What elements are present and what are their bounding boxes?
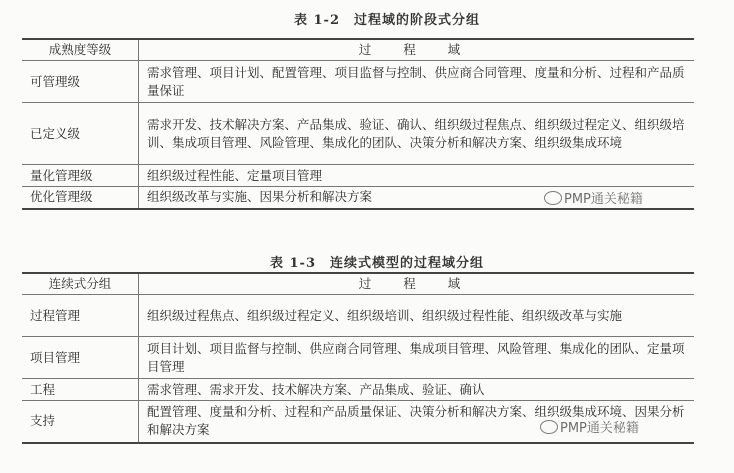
row-label: 支持 [22,401,139,443]
row-label: 已定义级 [22,103,139,165]
row-label: 过程管理 [22,295,139,337]
table-header-row [22,39,694,61]
table-row [22,103,694,165]
wechat-icon [540,420,558,434]
wechat-icon [544,191,562,205]
column-header-areas: 过 程 域 [358,42,475,57]
table-row [22,295,694,337]
row-areas: 项目计划、项目监督与控制、供应商合同管理、集成项目管理、风险管理、集成化的团队、定量项目管理 [147,340,685,374]
watermark [544,188,643,207]
table-row [22,165,694,187]
row-label: 优化管理级 [22,187,139,209]
row-areas: 组织级改革与实施、因果分析和解决方案 [147,189,373,205]
row-areas: 组织级过程焦点、组织级过程定义、组织级培训、组织级过程性能、组织级改革与实施 [147,307,623,323]
column-header-areas: 过 程 域 [358,276,475,291]
table1-caption: 表 1-2 过程域的阶段式分组 [293,13,480,28]
table-row [22,337,694,379]
column-header-level: 成熟度等级 [22,39,139,61]
column-header-group: 连续式分组 [22,273,139,295]
table-row [22,379,694,401]
row-areas: 组织级过程性能、定量项目管理 [147,167,323,183]
staged-process-area-table [22,38,694,210]
row-label: 项目管理 [22,337,139,379]
row-label: 量化管理级 [22,165,139,187]
table-header-row [22,273,694,295]
row-areas: 需求管理、项目计划、配置管理、项目监督与控制、供应商合同管理、度量和分析、过程和产品质量保证 [147,64,685,98]
row-areas: 需求管理、需求开发、技术解决方案、产品集成、验证、确认 [147,381,485,397]
table2-caption: 表 1-3 连续式模型的过程域分组 [269,256,484,271]
row-areas: 配置管理、度量和分析、过程和产品质量保证、决策分析和解决方案、组织级集成环境、因果分析和解决方案 [147,404,685,438]
watermark-text: PMP通关秘籍 [560,421,639,436]
watermark-text: PMP通关秘籍 [564,192,643,207]
row-label: 可管理级 [22,61,139,103]
table-row [22,61,694,103]
row-areas: 需求开发、技术解决方案、产品集成、验证、确认、组织级过程焦点、组织级过程定义、组织级培训、集成项目管理、风险管理、集成化的团队、决策分析和解决方案、组织级集成环境 [147,116,685,150]
watermark [540,417,639,436]
row-label: 工程 [22,379,139,401]
